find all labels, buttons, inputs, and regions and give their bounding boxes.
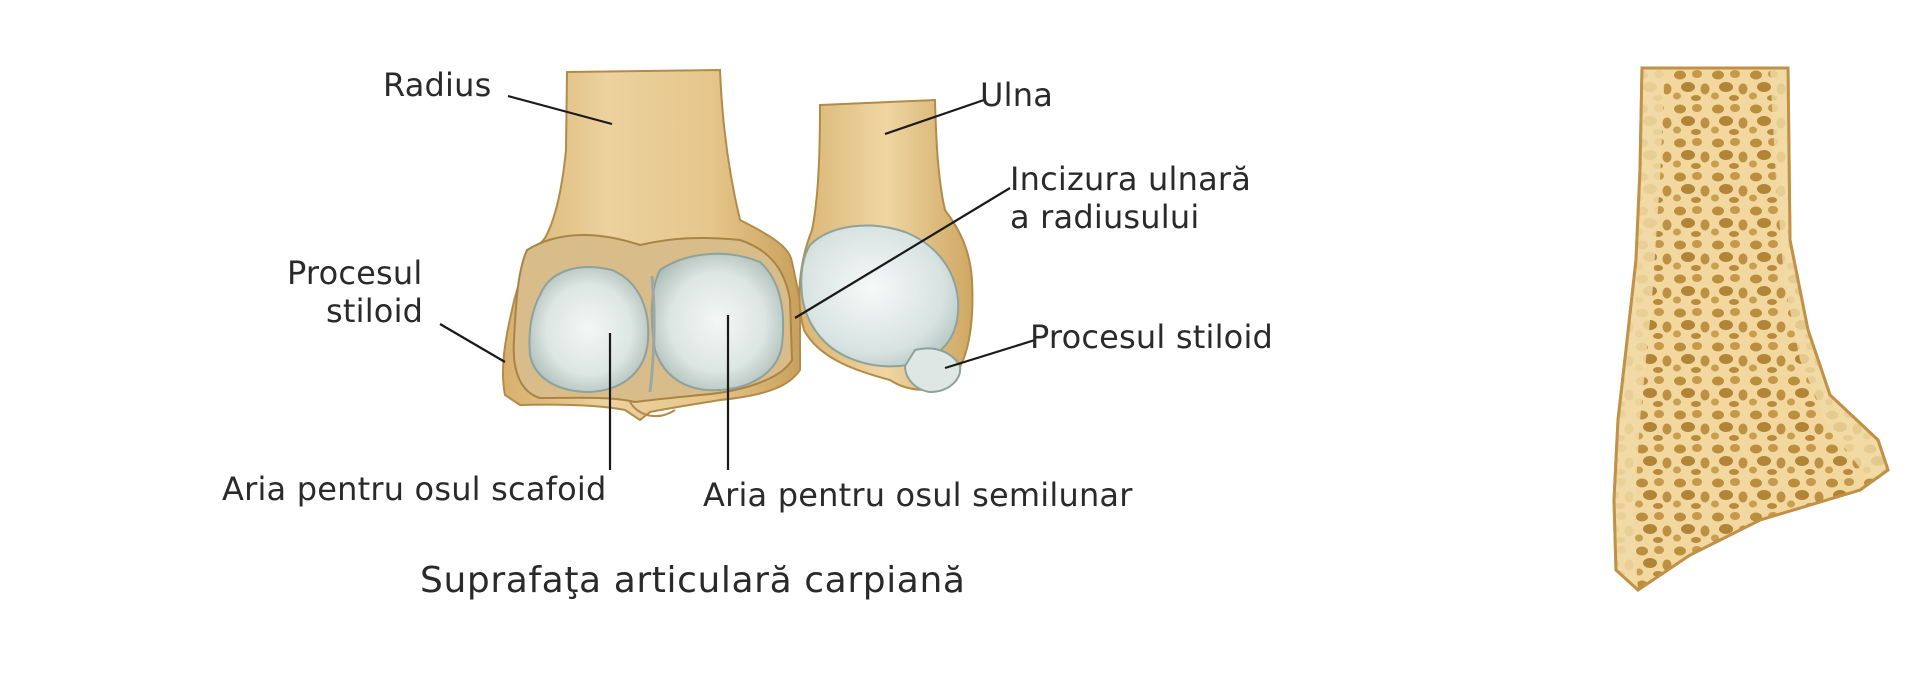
- label-scaphoid-area: Aria pentru osul scafoid: [222, 470, 607, 508]
- label-ulna: Ulna: [980, 76, 1054, 114]
- label-ulnar-notch-line1: Incizura ulnară: [1010, 160, 1252, 198]
- label-radius: Radius: [383, 66, 492, 104]
- label-ulnar-notch-line2: a radiusului: [1010, 198, 1200, 236]
- label-styloid-radius-line1: Procesul: [287, 254, 423, 292]
- figure-caption: Suprafaţa articulară carpiană: [420, 560, 966, 601]
- radius-bone: [503, 70, 800, 420]
- leader-styloid-radius: [440, 324, 505, 362]
- label-styloid-radius-line2: stiloid: [326, 292, 424, 330]
- label-lunate-area: Aria pentru osul semilunar: [703, 476, 1133, 514]
- ulna-bone: [799, 100, 972, 392]
- label-styloid-ulna: Procesul stiloid: [1030, 318, 1274, 356]
- spongy-bone-section: [1600, 60, 1900, 600]
